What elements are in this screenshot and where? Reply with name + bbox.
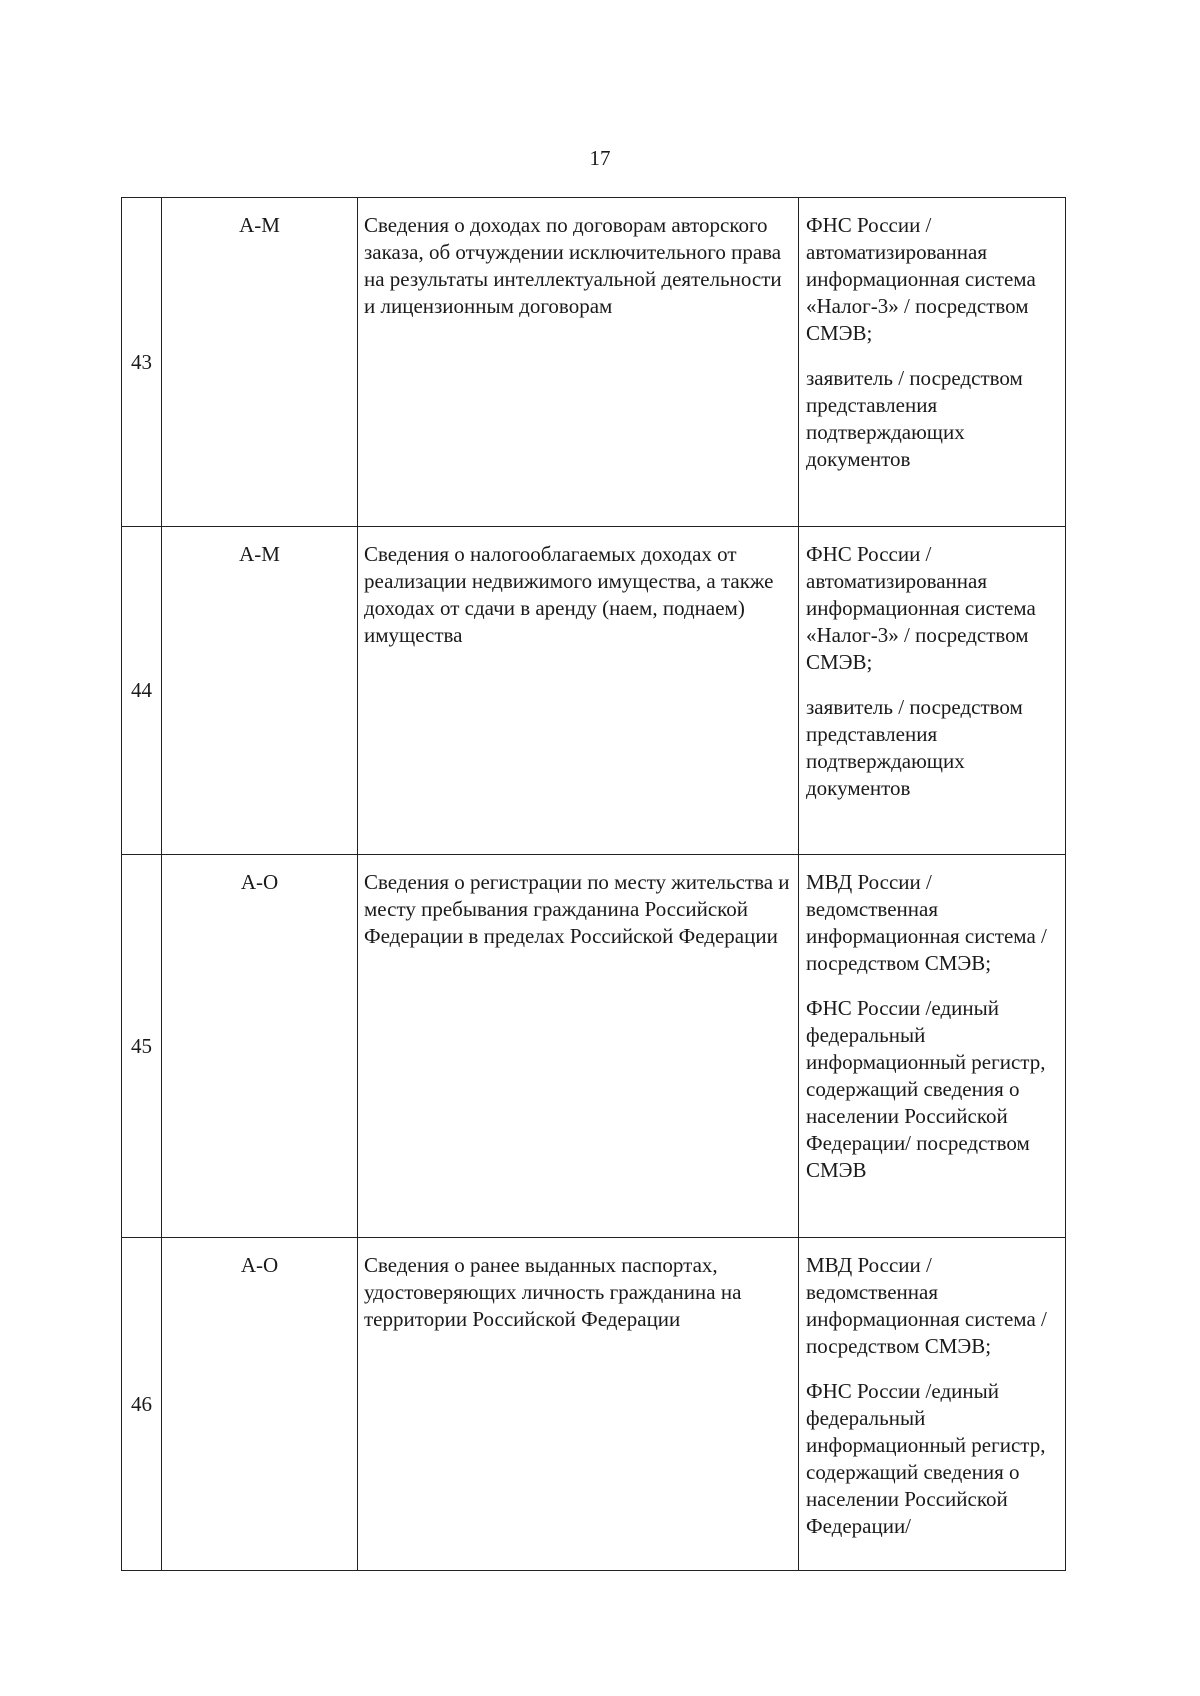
row-sources [799,1238,1066,1571]
source-item: ФНС России /единый федеральный информационный регистр, содержащий сведения о населении Российской Федерации/ [806,1379,1046,1538]
row-number: 44 [122,527,162,855]
row-description: Сведения о регистрации по месту жительства и месту пребывания гражданина Российской Федерации в пределах Российской Федерации [358,855,799,1238]
row-description: Сведения о доходах по договорам авторского заказа, об отчуждении исключительного права на результаты интеллектуальной деятельности и лицензионным договорам [358,198,799,527]
row-description: Сведения о ранее выданных паспортах, удостоверяющих личность гражданина на территории Российской Федерации [358,1238,799,1571]
row-number: 43 [122,198,162,527]
source-item: ФНС России / автоматизированная информационная система «Налог-3» / посредством СМЭВ; [806,542,1036,674]
row-sources [799,198,1066,527]
row-code: А-О [162,1238,358,1571]
source-item: заявитель / посредством представления подтверждающих документов [806,695,1023,800]
row-number: 45 [122,855,162,1238]
row-number: 46 [122,1238,162,1571]
data-sources-table [121,197,1066,1571]
table-row [122,855,1066,1238]
page-number: 17 [589,146,611,170]
table-row [122,198,1066,527]
row-code: А-О [162,855,358,1238]
source-item: МВД России / ведомственная информационная система / посредством СМЭВ; [806,1253,1047,1358]
source-item: ФНС России /единый федеральный информационный регистр, содержащий сведения о населении Российской Федерации/ посредством СМЭВ [806,996,1046,1182]
row-code: А-М [162,198,358,527]
row-sources [799,527,1066,855]
source-item: ФНС России / автоматизированная информационная система «Налог-3» / посредством СМЭВ; [806,213,1036,345]
row-sources [799,855,1066,1238]
row-code: А-М [162,527,358,855]
table-row [122,1238,1066,1571]
source-item: МВД России / ведомственная информационная система / посредством СМЭВ; [806,870,1047,975]
source-item: заявитель / посредством представления подтверждающих документов [806,366,1023,471]
row-description: Сведения о налогооблагаемых доходах от реализации недвижимого имущества, а также доходах от сдачи в аренду (наем, поднаем) имущества [358,527,799,855]
table-row [122,527,1066,855]
